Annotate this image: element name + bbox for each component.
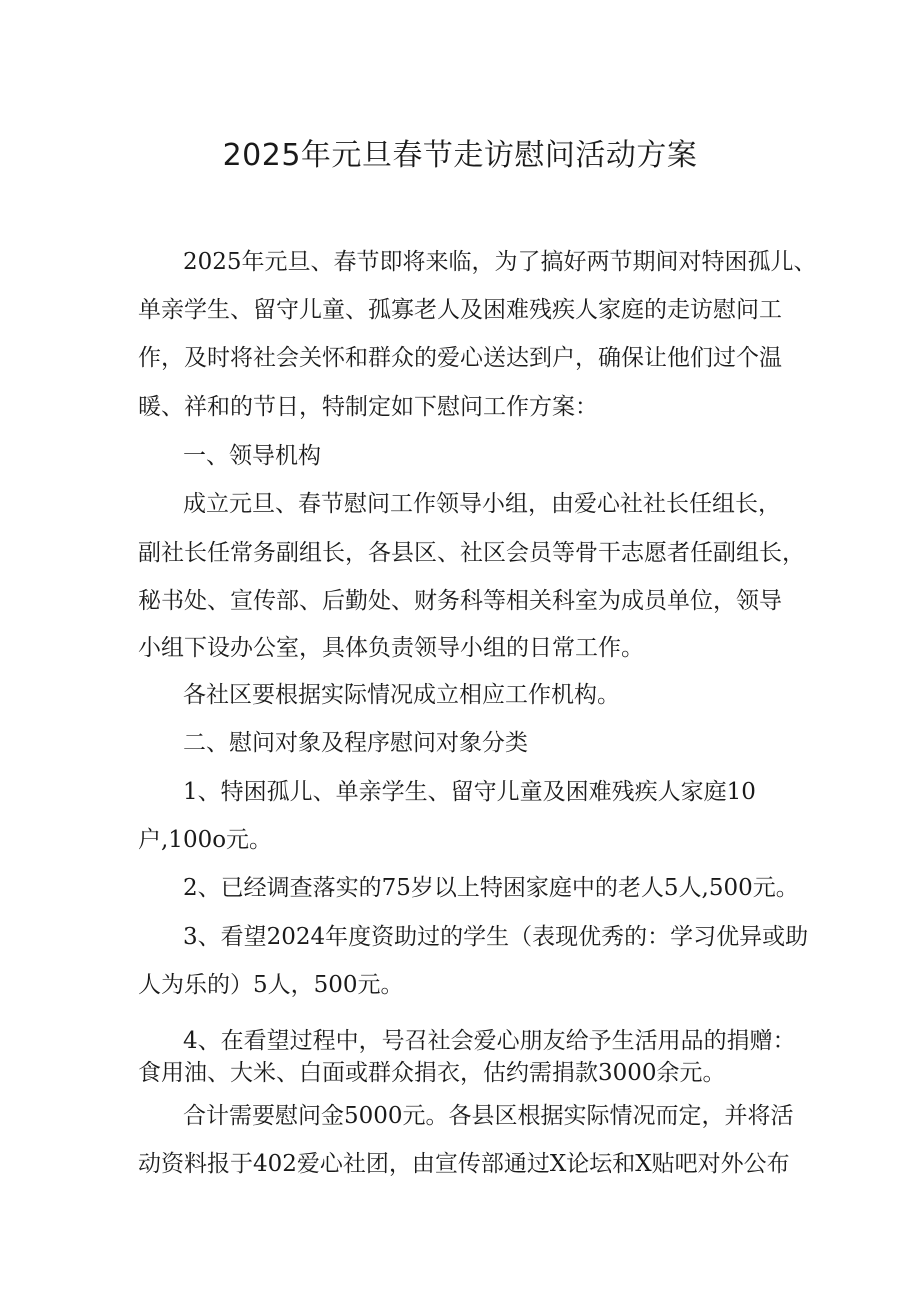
leadership-line-2: 副社长任常务副组长，各县区、社区会员等骨干志愿者任副组长，	[138, 540, 805, 566]
item-3-line-1: 3、看望2024年度资助过的学生（表现优秀的：学习优异或助	[183, 924, 809, 950]
intro-line-3: 作，及时将社会关怀和群众的爱心送达到户，确保让他们过个温	[138, 345, 782, 371]
document-title: 2025年元旦春节走访慰问活动方案	[222, 138, 698, 173]
item-2-line: 2、已经调查落实的75岁以上特困家庭中的老人5人,500元。	[183, 875, 799, 901]
leadership-line-3: 秘书处、宣传部、后勤处、财务科等相关科室为成员单位，领导	[138, 588, 782, 614]
item-1-line-1: 1、特困孤儿、单亲学生、留守儿童及困难残疾人家庭10	[183, 779, 756, 805]
summary-line-2: 动资料报于402爱心社团，由宣传部通过X论坛和X贴吧对外公布	[138, 1151, 790, 1177]
leadership-line-5: 各社区要根据实际情况成立相应工作机构。	[183, 682, 620, 708]
leadership-line-1: 成立元旦、春节慰问工作领导小组，由爱心社社长任组长，	[183, 491, 781, 517]
summary-line-1: 合计需要慰问金5000元。各县区根据实际情况而定，并将活	[183, 1103, 794, 1129]
leadership-line-4: 小组下设办公室，具体负责领导小组的日常工作。	[138, 635, 644, 661]
section-heading-leadership: 一、领导机构	[183, 443, 321, 469]
item-4-line-1: 4、在看望过程中，号召社会爱心朋友给予生活用品的捐赠：	[183, 1028, 796, 1054]
intro-line-1: 2025年元旦、春节即将来临，为了搞好两节期间对特困孤儿、	[183, 249, 817, 275]
intro-line-4: 暖、祥和的节日，特制定如下慰问工作方案：	[138, 394, 598, 420]
item-1-line-2: 户,100o元。	[138, 827, 273, 853]
item-4-line-2: 食用油、大米、白面或群众捐衣，估约需捐款3000余元。	[138, 1060, 726, 1086]
item-3-line-2: 人为乐的）5人，500元。	[138, 972, 404, 998]
intro-line-2: 单亲学生、留守儿童、孤寡老人及困难残疾人家庭的走访慰问工	[138, 297, 782, 323]
section-heading-targets: 二、慰问对象及程序慰问对象分类	[183, 730, 528, 756]
